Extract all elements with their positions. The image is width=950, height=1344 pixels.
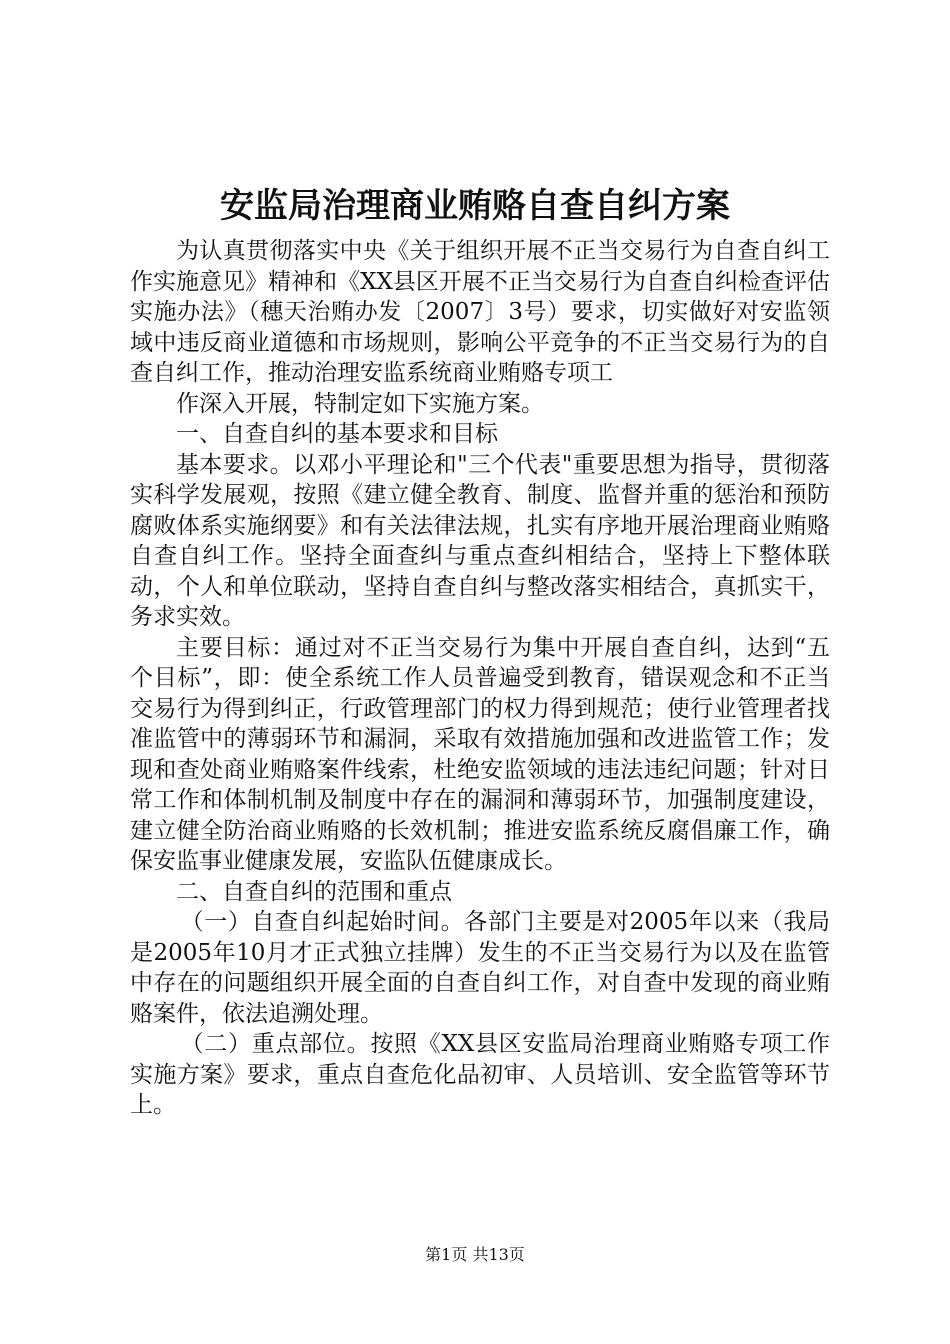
paragraph-start-time: （一）自查自纠起始时间。各部门主要是对2005年以来（我局是2005年10月才正式独立挂牌）发生的不正当交易行为以及在监管中存在的问题组织开展全面的自查自纠工作，对自查中发现的商业贿赂案件，依法追溯处理。: [130, 909, 830, 1027]
page-number-footer: 第1页 共13页: [425, 1245, 525, 1264]
paragraph-intro: 为认真贯彻落实中央《关于组织开展不正当交易行为自查自纠工作实施意见》精神和《XX县区开展不正当交易行为自查自纠检查评估实施办法》（穗天治贿办发〔2007〕3号）要求，切实做好对安监领域中违反商业道德和市场规则，影响公平竞争的不正当交易行为的自查自纠工作，推动治理安监系统商业贿赂专项工: [130, 238, 830, 386]
document-title: 安监局治理商业贿赂自查自纠方案: [220, 186, 730, 226]
section-heading-2: 二、自查自纠的范围和重点: [176, 878, 452, 905]
paragraph-basic-requirements: 基本要求。以邓小平理论和"三个代表"重要思想为指导，贯彻落实科学发展观，按照《建立健全教育、制度、监督并重的惩治和预防腐败体系实施纲要》和有关法律法规，扎实有序地开展治理商业贿赂自查自纠工作。坚持全面查纠与重点查纠相结合，坚持上下整体联动，个人和单位联动，坚持自查自纠与整改落实相结合，真抓实干，务求实效。: [130, 451, 830, 630]
section-heading-1: 一、自查自纠的基本要求和目标: [176, 421, 498, 447]
paragraph-key-areas: （二）重点部位。按照《XX县区安监局治理商业贿赂专项工作实施方案》要求，重点自查危化品初审、人员培训、安全监管等环节上。: [130, 1031, 830, 1118]
paragraph-intro-continued: 作深入开展，特制定如下实施方案。: [176, 390, 544, 417]
document-body: [130, 236, 830, 1121]
paragraph-main-goals: 主要目标：通过对不正当交易行为集中开展自查自纠，达到“五个目标”，即：使全系统工作人员普遍受到教育，错误观念和不正当交易行为得到纠正，行政管理部门的权力得到规范；使行业管理者找准监管中的薄弱环节和漏洞，采取有效措施加强和改进监管工作；发现和查处商业贿赂案件线索，杜绝安监领域的违法违纪问题；针对日常工作和体制机制及制度中存在的漏洞和薄弱环节，加强制度建设，建立健全防治商业贿赂的长效机制；推进安监系统反腐倡廉工作，确保安监事业健康发展，安监队伍健康成长。: [130, 634, 830, 874]
